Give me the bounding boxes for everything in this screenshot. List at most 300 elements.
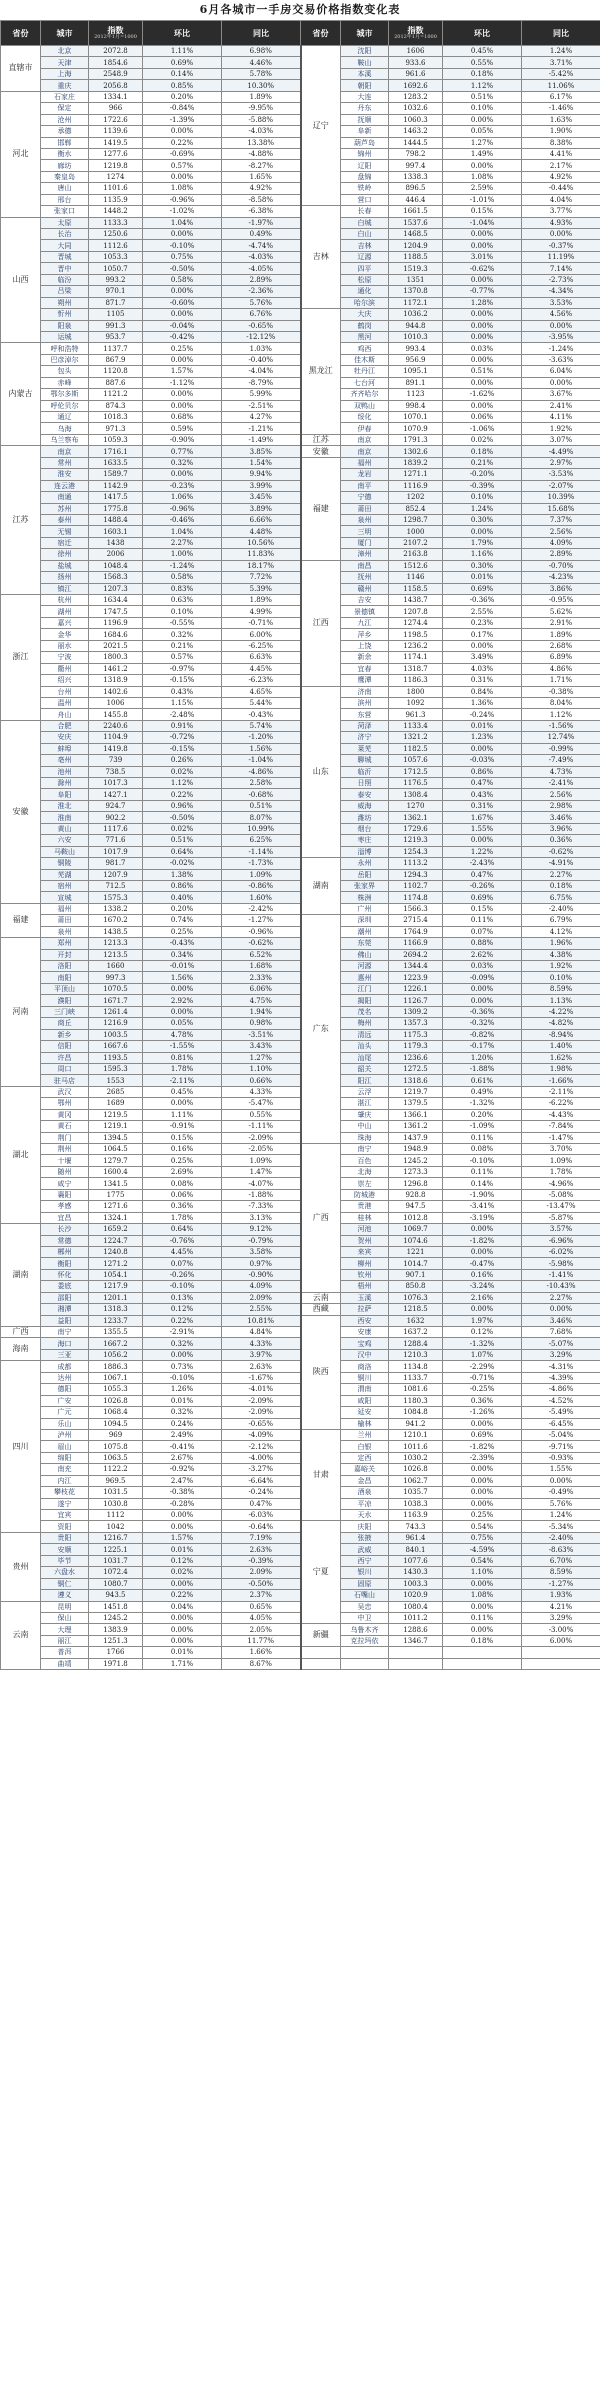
mom-change-cell: 0.12% xyxy=(143,1304,222,1315)
index-value-cell: 924.7 xyxy=(89,800,143,811)
yoy-change-cell: -6.96% xyxy=(522,1235,600,1246)
mom-change-cell: -0.71% xyxy=(443,1372,522,1383)
city-cell: 武威 xyxy=(341,1544,389,1555)
mom-change-cell: 0.49% xyxy=(443,1086,522,1097)
table-row xyxy=(1,1235,600,1246)
yoy-change-cell: -6.03% xyxy=(222,1510,301,1521)
index-value-cell: 1003.3 xyxy=(389,1578,443,1589)
index-value-cell: 1196.9 xyxy=(89,617,143,628)
city-cell: 鹤岗 xyxy=(341,320,389,331)
city-cell: 普洱 xyxy=(41,1647,89,1658)
table-row xyxy=(1,206,600,217)
yoy-change-cell: 4.11% xyxy=(522,412,600,423)
index-value-cell: 1270 xyxy=(389,800,443,811)
index-value-cell: 2715.4 xyxy=(389,915,443,926)
city-cell: 驻马店 xyxy=(41,1075,89,1086)
province-cell: 贵州 xyxy=(1,1532,41,1601)
yoy-change-cell: -2.11% xyxy=(522,1086,600,1097)
mom-change-cell: 0.34% xyxy=(143,949,222,960)
table-body xyxy=(1,46,600,1670)
mom-change-cell: 0.45% xyxy=(143,1086,222,1097)
index-value-cell: 1135.9 xyxy=(89,194,143,205)
table-row xyxy=(1,1041,600,1052)
city-cell: 营口 xyxy=(341,194,389,205)
city-cell: 晋中 xyxy=(41,263,89,274)
yoy-change-cell: -7.49% xyxy=(522,755,600,766)
yoy-change-cell: 3.46% xyxy=(522,1315,600,1326)
city-cell: 荆门 xyxy=(41,1132,89,1143)
mom-change-cell: 1.57% xyxy=(143,366,222,377)
city-cell: 周口 xyxy=(41,1063,89,1074)
city-cell: 河池 xyxy=(341,1224,389,1235)
index-value-cell: 1308.4 xyxy=(389,789,443,800)
index-value-cell: 1427.1 xyxy=(89,789,143,800)
table-row xyxy=(1,617,600,628)
mom-change-cell: 0.68% xyxy=(143,412,222,423)
mom-change-cell: 0.54% xyxy=(443,1555,522,1566)
yoy-change-cell: -2.51% xyxy=(222,400,301,411)
yoy-change-cell: 8.07% xyxy=(222,812,301,823)
table-row xyxy=(1,880,600,891)
mom-change-cell: 2.92% xyxy=(143,995,222,1006)
table-row xyxy=(1,1384,600,1395)
yoy-change-cell: -10.43% xyxy=(522,1281,600,1292)
yoy-change-cell: 1.55% xyxy=(522,1464,600,1475)
index-value-cell: 887.6 xyxy=(89,377,143,388)
mom-change-cell: 0.10% xyxy=(143,606,222,617)
yoy-change-cell: 6.25% xyxy=(222,835,301,846)
city-cell: 清远 xyxy=(341,1029,389,1040)
city-cell: 安顺 xyxy=(41,1544,89,1555)
index-value-cell: 997.4 xyxy=(389,160,443,171)
index-value-cell: 1011.2 xyxy=(389,1612,443,1623)
mom-change-cell: 0.15% xyxy=(443,903,522,914)
table-row xyxy=(1,652,600,663)
city-cell: 南平 xyxy=(341,480,389,491)
city-cell: 吉林 xyxy=(341,240,389,251)
index-value-cell: 1032.6 xyxy=(389,103,443,114)
index-value-cell: 1366.1 xyxy=(389,1109,443,1120)
mom-change-cell: 0.10% xyxy=(443,103,522,114)
index-value-cell: 1334.1 xyxy=(89,91,143,102)
mom-change-cell: 0.43% xyxy=(143,686,222,697)
city-cell: 巴彦淖尔 xyxy=(41,354,89,365)
mom-change-cell: 0.02% xyxy=(443,434,522,445)
yoy-change-cell: -1.46% xyxy=(522,103,600,114)
index-value-cell: 1207.9 xyxy=(89,869,143,880)
index-value-cell: 2163.8 xyxy=(389,549,443,560)
mom-change-cell: 0.07% xyxy=(443,926,522,937)
yoy-change-cell: 2.17% xyxy=(522,160,600,171)
city-cell: 濮阳 xyxy=(41,995,89,1006)
city-cell: 徐州 xyxy=(41,549,89,560)
yoy-change-cell: -5.98% xyxy=(522,1258,600,1269)
table-row xyxy=(1,858,600,869)
yoy-change-cell: 3.77% xyxy=(522,206,600,217)
mom-change-cell: -0.77% xyxy=(443,286,522,297)
index-value-cell: 1219.7 xyxy=(389,1086,443,1097)
yoy-change-cell: -6.25% xyxy=(222,640,301,651)
index-value-cell: 1213.3 xyxy=(89,938,143,949)
yoy-change-cell: 1.09% xyxy=(222,869,301,880)
table-row xyxy=(1,1407,600,1418)
city-cell: 宝鸡 xyxy=(341,1338,389,1349)
yoy-change-cell: 1.89% xyxy=(222,595,301,606)
table-row xyxy=(1,983,600,994)
yoy-change-cell: -12.12% xyxy=(222,331,301,342)
mom-change-cell: 0.69% xyxy=(443,1429,522,1440)
mom-change-cell: -1.09% xyxy=(443,1121,522,1132)
mom-change-cell: 1.71% xyxy=(143,1658,222,1669)
yoy-change-cell: -9.95% xyxy=(222,103,301,114)
mom-change-cell: 0.02% xyxy=(143,1567,222,1578)
mom-change-cell: 0.00% xyxy=(443,1418,522,1429)
header-index-base: 2012年1月=1000 xyxy=(394,33,437,40)
city-cell: 丹东 xyxy=(341,103,389,114)
yoy-change-cell: -2.42% xyxy=(222,903,301,914)
table-row xyxy=(1,743,600,754)
city-cell: 九江 xyxy=(341,617,389,628)
mom-change-cell: 0.15% xyxy=(443,206,522,217)
yoy-change-cell: -5.49% xyxy=(522,1407,600,1418)
city-cell: 上海 xyxy=(41,68,89,79)
table-row xyxy=(1,1144,600,1155)
mom-change-cell: 0.18% xyxy=(443,1635,522,1646)
index-value-cell: 1722.6 xyxy=(89,114,143,125)
index-value-cell: 1072.4 xyxy=(89,1567,143,1578)
index-value-cell: 1210.3 xyxy=(389,1349,443,1360)
province-cell: 广西 xyxy=(301,1144,341,1293)
city-cell: 荆州 xyxy=(41,1144,89,1155)
header-province: 省份 xyxy=(1,21,41,46)
province-cell: 黑龙江 xyxy=(301,309,341,435)
city-cell: 铁岭 xyxy=(341,183,389,194)
mom-change-cell: 0.23% xyxy=(443,617,522,628)
mom-change-cell: 0.01% xyxy=(143,1395,222,1406)
index-value-cell: 1603.1 xyxy=(89,526,143,537)
mom-change-cell: -2.11% xyxy=(143,1075,222,1086)
header-index-base: 2012年1月=1000 xyxy=(94,33,137,40)
mom-change-cell: 3.01% xyxy=(443,251,522,262)
city-cell: 怀化 xyxy=(41,1269,89,1280)
city-cell: 淮北 xyxy=(41,800,89,811)
index-value-cell: 1791.3 xyxy=(389,434,443,445)
table-row xyxy=(1,1063,600,1074)
mom-change-cell: -0.84% xyxy=(143,103,222,114)
table-row xyxy=(1,80,600,91)
city-cell: 广元 xyxy=(41,1407,89,1418)
table-row xyxy=(1,251,600,262)
table-row xyxy=(1,732,600,743)
mom-change-cell: 0.00% xyxy=(443,354,522,365)
yoy-change-cell: -1.24% xyxy=(522,343,600,354)
province-cell: 安徽 xyxy=(1,720,41,903)
yoy-change-cell: -3.53% xyxy=(522,469,600,480)
mom-change-cell: 0.51% xyxy=(443,91,522,102)
yoy-change-cell: 1.09% xyxy=(222,1155,301,1166)
table-row xyxy=(1,526,600,537)
yoy-change-cell: 4.46% xyxy=(222,57,301,68)
mom-change-cell: 0.08% xyxy=(443,1144,522,1155)
header-city: 城市 xyxy=(341,21,389,46)
index-value-cell: 1012.8 xyxy=(389,1212,443,1223)
table-row xyxy=(1,1246,600,1257)
yoy-change-cell: 3.70% xyxy=(522,1144,600,1155)
city-cell: 庆阳 xyxy=(341,1521,389,1532)
index-value-cell: 1712.5 xyxy=(389,766,443,777)
index-value-cell: 712.5 xyxy=(89,880,143,891)
yoy-change-cell: 8.67% xyxy=(222,1658,301,1669)
yoy-change-cell: 1.62% xyxy=(522,1052,600,1063)
mom-change-cell: 0.24% xyxy=(143,1418,222,1429)
yoy-change-cell: 1.10% xyxy=(222,1063,301,1074)
yoy-change-cell: -1.73% xyxy=(222,858,301,869)
index-value-cell: 446.4 xyxy=(389,194,443,205)
index-value-cell: 1419.5 xyxy=(89,137,143,148)
index-value-cell: 1050.7 xyxy=(89,263,143,274)
index-value-cell: 1060.3 xyxy=(389,114,443,125)
table-row xyxy=(1,1006,600,1017)
mom-change-cell: 1.08% xyxy=(443,171,522,182)
table-row xyxy=(1,46,600,57)
yoy-change-cell: -4.09% xyxy=(222,1429,301,1440)
yoy-change-cell: -2.09% xyxy=(222,1395,301,1406)
index-value-cell: 1054.1 xyxy=(89,1269,143,1280)
mom-change-cell: -0.36% xyxy=(443,1006,522,1017)
table-row xyxy=(1,995,600,1006)
yoy-change-cell: 5.39% xyxy=(222,583,301,594)
table-row xyxy=(1,91,600,102)
yoy-change-cell: -1.97% xyxy=(222,217,301,228)
city-cell: 黄冈 xyxy=(41,1109,89,1120)
table-row xyxy=(1,1498,600,1509)
index-value-cell: 1137.7 xyxy=(89,343,143,354)
mom-change-cell: 0.32% xyxy=(143,629,222,640)
city-cell: 盐城 xyxy=(41,560,89,571)
mom-change-cell: 1.12% xyxy=(443,80,522,91)
index-value-cell: 1437.9 xyxy=(389,1132,443,1143)
city-cell: 绥化 xyxy=(341,412,389,423)
city-cell: 济南 xyxy=(341,686,389,697)
index-value-cell: 1670.2 xyxy=(89,915,143,926)
index-value-cell: 1839.2 xyxy=(389,457,443,468)
index-value-cell: 2548.9 xyxy=(89,68,143,79)
city-cell: 中山 xyxy=(341,1121,389,1132)
index-value-cell: 1271.6 xyxy=(89,1201,143,1212)
table-row xyxy=(1,1098,600,1109)
yoy-change-cell: 9.12% xyxy=(222,1224,301,1235)
mom-change-cell: 0.22% xyxy=(143,1315,222,1326)
mom-change-cell: 0.11% xyxy=(443,1132,522,1143)
city-cell: 北海 xyxy=(341,1166,389,1177)
yoy-change-cell: 0.00% xyxy=(522,377,600,388)
yoy-change-cell: -1.66% xyxy=(522,1075,600,1086)
index-value-cell: 1294.3 xyxy=(389,869,443,880)
empty-cell xyxy=(341,1658,389,1669)
table-row xyxy=(1,1452,600,1463)
mom-change-cell: 0.14% xyxy=(143,68,222,79)
table-row xyxy=(1,1372,600,1383)
yoy-change-cell: -4.04% xyxy=(222,366,301,377)
index-value-cell: 1031.7 xyxy=(89,1555,143,1566)
index-value-cell: 1632 xyxy=(389,1315,443,1326)
yoy-change-cell: 5.62% xyxy=(522,606,600,617)
table-row xyxy=(1,583,600,594)
index-value-cell: 1302.6 xyxy=(389,446,443,457)
mom-change-cell: -1.26% xyxy=(443,1407,522,1418)
mom-change-cell: -1.01% xyxy=(443,194,522,205)
city-cell: 佛山 xyxy=(341,949,389,960)
province-cell: 云南 xyxy=(301,1292,341,1303)
index-value-cell: 1318.3 xyxy=(89,1304,143,1315)
yoy-change-cell: 4.41% xyxy=(522,148,600,159)
table-row xyxy=(1,1395,600,1406)
mom-change-cell: 0.18% xyxy=(443,446,522,457)
yoy-change-cell: -4.22% xyxy=(522,1006,600,1017)
index-value-cell: 1394.5 xyxy=(89,1132,143,1143)
yoy-change-cell: -1.27% xyxy=(222,915,301,926)
city-cell: 固原 xyxy=(341,1578,389,1589)
yoy-change-cell: 5.78% xyxy=(222,68,301,79)
table-row xyxy=(1,1464,600,1475)
mom-change-cell: 0.00% xyxy=(143,309,222,320)
index-value-cell: 1031.5 xyxy=(89,1487,143,1498)
index-value-cell: 1245.2 xyxy=(389,1155,443,1166)
index-value-cell: 891.1 xyxy=(389,377,443,388)
index-value-cell: 850.8 xyxy=(389,1281,443,1292)
index-value-cell: 1575.3 xyxy=(89,892,143,903)
province-cell: 内蒙古 xyxy=(1,343,41,446)
table-row xyxy=(1,1521,600,1532)
yoy-change-cell: 4.65% xyxy=(222,686,301,697)
city-cell: 西安 xyxy=(341,1315,389,1326)
table-row xyxy=(1,240,600,251)
yoy-change-cell: -0.65% xyxy=(222,320,301,331)
index-value-cell: 947.5 xyxy=(389,1201,443,1212)
city-cell: 通化 xyxy=(341,286,389,297)
mom-change-cell: -1.88% xyxy=(443,1063,522,1074)
index-value-cell: 1223.9 xyxy=(389,972,443,983)
yoy-change-cell: 0.66% xyxy=(222,1075,301,1086)
mom-change-cell: 2.69% xyxy=(143,1166,222,1177)
city-cell: 韶关 xyxy=(341,1063,389,1074)
city-cell: 长春 xyxy=(341,206,389,217)
city-cell: 防城港 xyxy=(341,1189,389,1200)
index-value-cell: 971.3 xyxy=(89,423,143,434)
yoy-change-cell: 4.27% xyxy=(222,412,301,423)
city-cell: 拉萨 xyxy=(341,1304,389,1315)
yoy-change-cell: 1.96% xyxy=(522,938,600,949)
table-row xyxy=(1,1612,600,1623)
index-value-cell: 1689 xyxy=(89,1098,143,1109)
city-cell: 南京 xyxy=(341,434,389,445)
city-cell: 抚顺 xyxy=(341,114,389,125)
mom-change-cell: 0.00% xyxy=(443,743,522,754)
index-value-cell: 1318.6 xyxy=(389,1075,443,1086)
mom-change-cell: 0.59% xyxy=(143,423,222,434)
mom-change-cell: 0.77% xyxy=(143,446,222,457)
table-row xyxy=(1,1189,600,1200)
mom-change-cell: 0.00% xyxy=(443,1487,522,1498)
mom-change-cell: 0.00% xyxy=(143,229,222,240)
mom-change-cell: 0.88% xyxy=(443,938,522,949)
province-cell: 江苏 xyxy=(1,446,41,595)
city-cell: 无锡 xyxy=(41,526,89,537)
index-value-cell: 1048.4 xyxy=(89,560,143,571)
table-row xyxy=(1,1544,600,1555)
city-cell: 开封 xyxy=(41,949,89,960)
index-value-cell: 1236.6 xyxy=(389,1052,443,1063)
yoy-change-cell: -2.09% xyxy=(222,1132,301,1143)
table-row xyxy=(1,492,600,503)
index-value-cell: 1000 xyxy=(389,526,443,537)
city-cell: 潮州 xyxy=(341,926,389,937)
mom-change-cell: 0.00% xyxy=(443,309,522,320)
mom-change-cell: -0.41% xyxy=(143,1441,222,1452)
yoy-change-cell: 1.47% xyxy=(222,1166,301,1177)
yoy-change-cell: 5.99% xyxy=(222,389,301,400)
index-value-cell: 1606 xyxy=(389,46,443,57)
yoy-change-cell: 1.09% xyxy=(522,1155,600,1166)
city-cell: 汕头 xyxy=(341,1041,389,1052)
city-cell: 石嘴山 xyxy=(341,1590,389,1601)
mom-change-cell: -1.02% xyxy=(143,206,222,217)
city-cell: 江门 xyxy=(341,983,389,994)
table-row xyxy=(1,926,600,937)
mom-change-cell: -0.20% xyxy=(443,469,522,480)
city-cell: 平顶山 xyxy=(41,983,89,994)
index-value-cell: 1134.8 xyxy=(389,1361,443,1372)
mom-change-cell: -1.90% xyxy=(443,1189,522,1200)
mom-change-cell: 0.00% xyxy=(143,1510,222,1521)
yoy-change-cell: -6.45% xyxy=(522,1418,600,1429)
city-cell: 株洲 xyxy=(341,892,389,903)
yoy-change-cell: 0.51% xyxy=(222,800,301,811)
index-value-cell: 743.3 xyxy=(389,1521,443,1532)
city-cell: 孝感 xyxy=(41,1201,89,1212)
yoy-change-cell: 1.63% xyxy=(522,114,600,125)
yoy-change-cell: -2.40% xyxy=(522,1532,600,1543)
table-row xyxy=(1,720,600,731)
index-value-cell: 1219.5 xyxy=(89,1109,143,1120)
index-value-cell: 1068.4 xyxy=(89,1407,143,1418)
table-row xyxy=(1,972,600,983)
mom-change-cell: 0.00% xyxy=(443,229,522,240)
mom-change-cell: -1.62% xyxy=(443,389,522,400)
header-city: 城市 xyxy=(41,21,89,46)
index-value-cell: 944.8 xyxy=(389,320,443,331)
yoy-change-cell: -8.58% xyxy=(222,194,301,205)
index-value-cell: 1766 xyxy=(89,1647,143,1658)
yoy-change-cell: -1.21% xyxy=(222,423,301,434)
city-cell: 宜昌 xyxy=(41,1212,89,1223)
index-value-cell: 1383.9 xyxy=(89,1624,143,1635)
yoy-change-cell: -0.40% xyxy=(222,354,301,365)
mom-change-cell: 0.00% xyxy=(443,983,522,994)
mom-change-cell: 0.36% xyxy=(443,1395,522,1406)
mom-change-cell: 2.49% xyxy=(143,1429,222,1440)
table-row xyxy=(1,171,600,182)
yoy-change-cell: 0.55% xyxy=(222,1109,301,1120)
empty-cell xyxy=(522,1647,600,1658)
index-value-cell: 1800.3 xyxy=(89,652,143,663)
header-province: 省份 xyxy=(301,21,341,46)
index-value-cell: 1346.7 xyxy=(389,1635,443,1646)
yoy-change-cell: -0.71% xyxy=(222,617,301,628)
index-value-cell: 1003.5 xyxy=(89,1029,143,1040)
index-value-cell: 1219.8 xyxy=(89,160,143,171)
mom-change-cell: 0.25% xyxy=(443,1510,522,1521)
